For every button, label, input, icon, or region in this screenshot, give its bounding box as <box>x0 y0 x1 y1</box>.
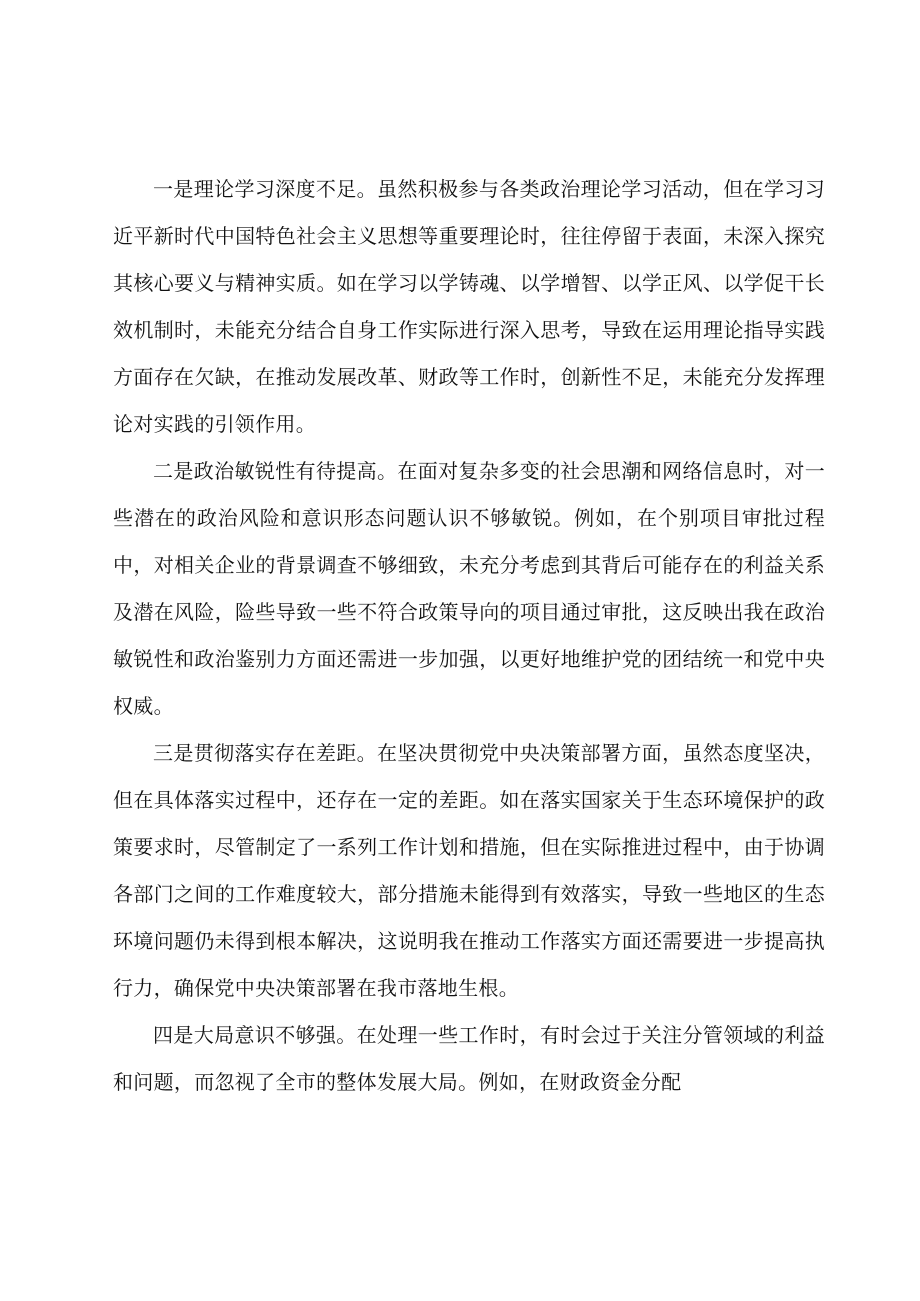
paragraph-overall-awareness: 四是大局意识不够强。在处理一些工作时，有时会过于关注分管领域的利益和问题，而忽视了全市的整体发展大局。例如，在财政资金分配 <box>113 1023 825 1094</box>
paragraph-political-sensitivity: 二是政治敏锐性有待提高。在面对复杂多变的社会思潮和网络信息时，对一些潜在的政治风险和意识形态问题认识不够敏锐。例如，在个别项目审批过程中，对相关企业的背景调查不够细致，未充分考虑到其背后可能存在的利益关系及潜在风险，险些导致一些不符合政策导向的项目通过审批，这反映出我在政治敏锐性和政治鉴别力方面还需进一步加强，以更好地维护党的团结统一和党中央权威。 <box>113 459 825 718</box>
paragraph-theory-study: 一是理论学习深度不足。虽然积极参与各类政治理论学习活动，但在学习习近平新时代中国特色社会主义思想等重要理论时，往往停留于表面，未深入探究其核心要义与精神实质。如在学习以学铸魂、以学增智、以学正风、以学促干长效机制时，未能充分结合自身工作实际进行深入思考，导致在运用理论指导实践方面存在欠缺，在推动发展改革、财政等工作时，创新性不足，未能充分发挥理论对实践的引领作用。 <box>113 177 825 436</box>
paragraph-implementation-gap: 三是贯彻落实存在差距。在坚决贯彻党中央决策部署方面，虽然态度坚决，但在具体落实过程中，还存在一定的差距。如在落实国家关于生态环境保护的政策要求时，尽管制定了一系列工作计划和措施，但在实际推进过程中，由于协调各部门之间的工作难度较大，部分措施未能得到有效落实，导致一些地区的生态环境问题仍未得到根本解决，这说明我在推动工作落实方面还需要进一步提高执行力，确保党中央决策部署在我市落地生根。 <box>113 741 825 1000</box>
document-body <box>113 166 825 1106</box>
